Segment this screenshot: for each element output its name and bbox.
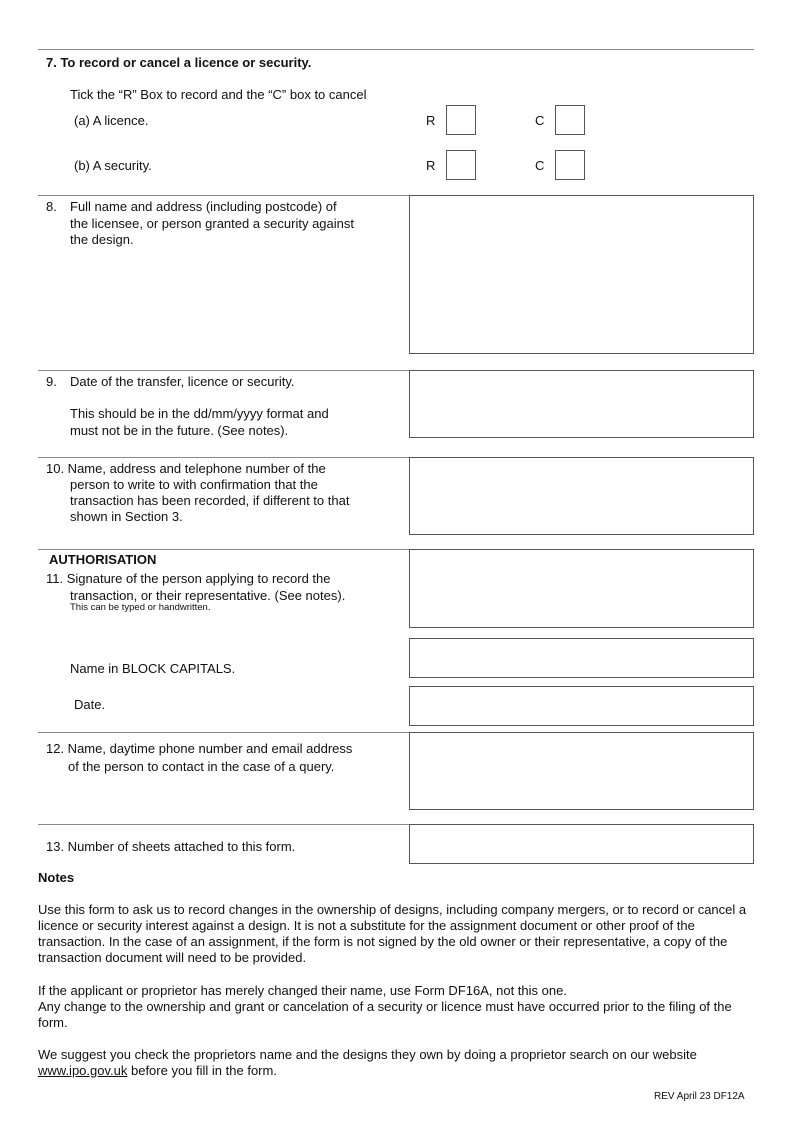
section-12-line: 12. Name, daytime phone number and email address xyxy=(46,741,353,756)
section-9-line: This should be in the dd/mm/yyyy format and xyxy=(70,406,329,421)
security-label: (b) A security. xyxy=(74,158,152,173)
section-10-line: person to write to with confirmation that the xyxy=(70,477,318,492)
notes-paragraph xyxy=(38,983,762,1031)
section-13-label: 13. Number of sheets attached to this form. xyxy=(46,839,296,854)
notes-paragraph-text: If the applicant or proprietor has merely changed their name, use Form DF16A, not this one. xyxy=(38,983,567,998)
security-r-label: R xyxy=(426,158,436,173)
section-12-line: of the person to contact in the case of a query. xyxy=(68,759,335,774)
notes-paragraph-text: Any change to the ownership and grant or cancelation of a security or licence must have occurred prior to the filing of the form. xyxy=(38,999,732,1030)
section-10-line: transaction has been recorded, if different to that xyxy=(70,493,350,508)
date-label: Date. xyxy=(74,697,106,712)
divider xyxy=(38,457,409,458)
signature-field[interactable] xyxy=(409,549,754,628)
section-7-instruction: Tick the “R” Box to record and the “C” box to cancel xyxy=(70,87,367,102)
name-block-capitals-field[interactable] xyxy=(409,638,754,678)
notes-paragraph xyxy=(38,902,762,966)
section-8-line: Full name and address (including postcode) of xyxy=(70,199,337,214)
section-8-number: 8. xyxy=(46,199,57,214)
authorisation-heading: AUTHORISATION xyxy=(49,552,157,567)
divider xyxy=(38,549,409,550)
divider xyxy=(38,824,409,825)
section-10-line: shown in Section 3. xyxy=(70,509,183,524)
section-9-line: Date of the transfer, licence or security. xyxy=(70,374,295,389)
notes-paragraph-text: Use this form to ask us to record changes in the ownership of designs, including company mergers, or to record or cancel a licence or security interest against a design. It is not a substitute for the assignment document or other proof of the transaction. In the case of an assignment, if the form is not signed by the old owner or their representative, a copy of the transaction document will need to be provided. xyxy=(38,902,747,965)
transfer-date-field[interactable] xyxy=(409,370,754,438)
licence-r-label: R xyxy=(426,113,436,128)
licence-cancel-checkbox[interactable] xyxy=(555,105,585,135)
section-9-number: 9. xyxy=(46,374,57,389)
ipo-website-link[interactable]: www.ipo.gov.uk xyxy=(38,1063,128,1078)
section-8-line: the licensee, or person granted a security against xyxy=(70,216,355,231)
notes-paragraph xyxy=(38,1047,762,1079)
section-11-line: transaction, or their representative. (See notes). xyxy=(70,588,346,603)
date-field[interactable] xyxy=(409,686,754,726)
section-8-line: the design. xyxy=(70,232,134,247)
licence-record-checkbox[interactable] xyxy=(446,105,476,135)
name-block-capitals-label: Name in BLOCK CAPITALS. xyxy=(70,661,236,676)
security-cancel-checkbox[interactable] xyxy=(555,150,585,180)
licensee-name-address-field[interactable] xyxy=(409,195,754,354)
notes-paragraph-text xyxy=(38,1047,762,1079)
suggestion-end-text: before you fill in the form. xyxy=(130,1063,277,1078)
licence-c-label: C xyxy=(535,113,545,128)
security-record-checkbox[interactable] xyxy=(446,150,476,180)
section-11-line: 11. Signature of the person applying to record the xyxy=(46,571,331,586)
notes-heading: Notes xyxy=(38,870,75,885)
divider xyxy=(38,732,409,733)
suggestion-text: We suggest you check the proprietors name and the designs they own by doing a proprietor search on our website xyxy=(38,1047,697,1062)
licence-label: (a) A licence. xyxy=(74,113,149,128)
signature-note: This can be typed or handwritten. xyxy=(70,602,211,613)
sheets-attached-field[interactable] xyxy=(409,824,754,864)
divider xyxy=(38,49,754,50)
form-revision-label: REV April 23 DF12A xyxy=(654,1091,745,1102)
security-c-label: C xyxy=(535,158,545,173)
section-7-title: 7. To record or cancel a licence or security. xyxy=(46,55,312,70)
divider xyxy=(38,195,409,196)
section-10-line: 10. Name, address and telephone number of the xyxy=(46,461,326,476)
confirmation-contact-field[interactable] xyxy=(409,457,754,535)
divider xyxy=(38,370,409,371)
section-9-line: must not be in the future. (See notes). xyxy=(70,423,289,438)
query-contact-field[interactable] xyxy=(409,732,754,810)
